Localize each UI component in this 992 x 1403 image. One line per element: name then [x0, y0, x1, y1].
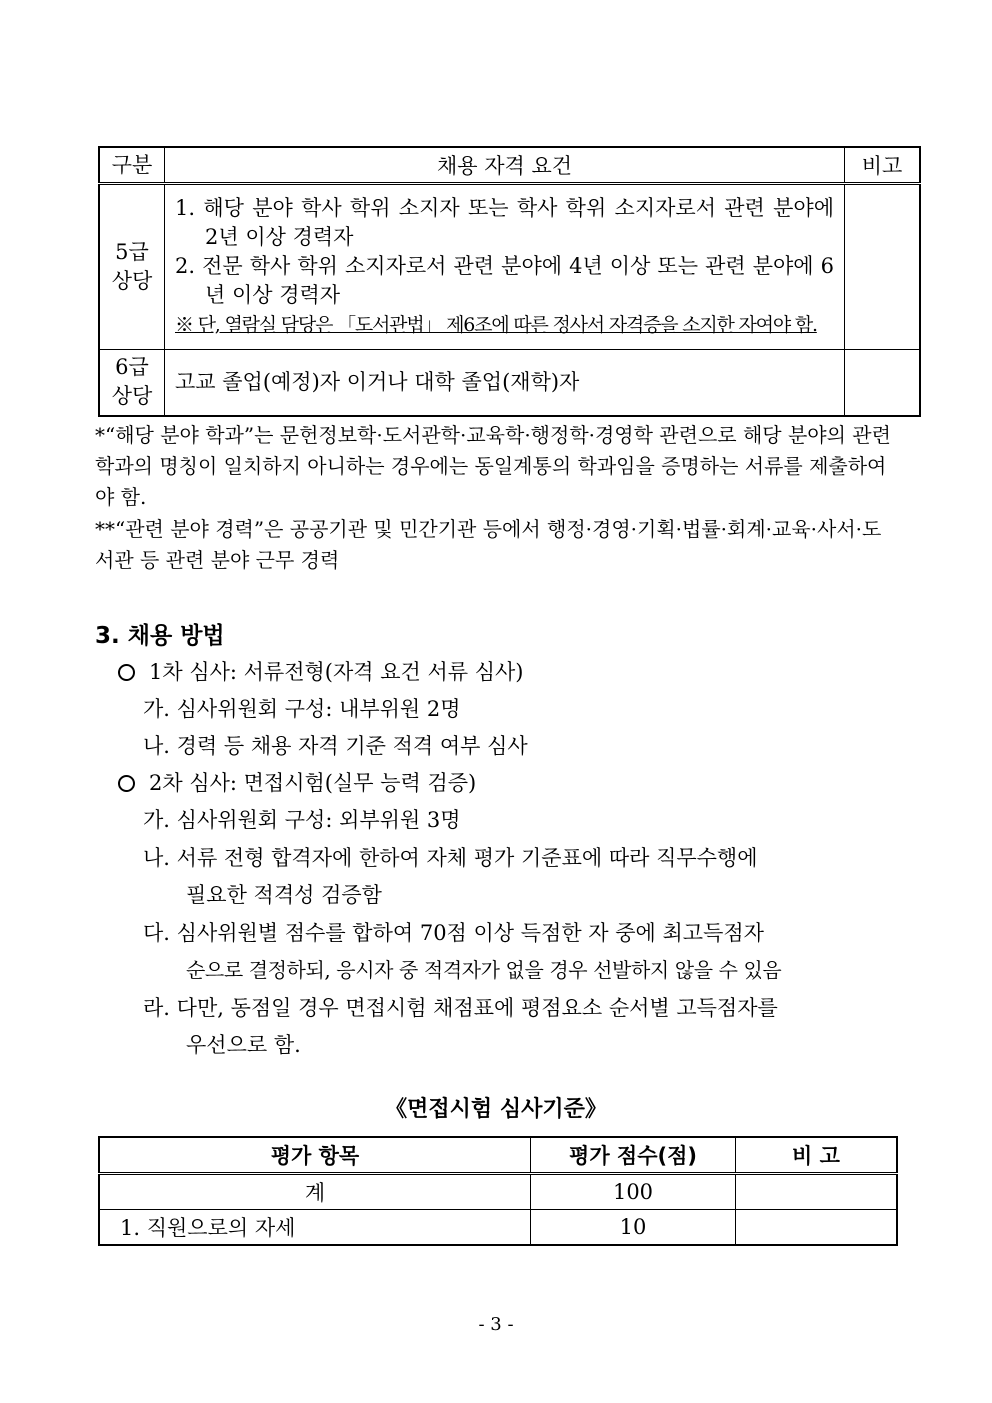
- header-requirements: 채용 자격 요건: [165, 147, 845, 184]
- page-number: - 3 -: [478, 1314, 514, 1335]
- requirement-item: 1. 해당 분야 학사 학위 소지자 또는 학사 학위 소지자로서 관련 분야에 2년 이상 경력자: [175, 196, 834, 249]
- footnote-1: *“해당 분야 학과”는 문헌정보학·도서관학·교육학·행정학·경영학 관련으로 해당 분야의 관련 학과의 명칭이 일치하지 아니하는 경우에는 동일계통의 학과임을 증명하는 서류를 제출하여야 함.: [95, 423, 891, 509]
- criteria-remark: [736, 1174, 898, 1210]
- stage2-item: 라. 다만, 동점일 경우 면접시험 채점표에 평점요소 순서별 고득점자를: [143, 996, 778, 1020]
- stage2-item: 가. 심사위원회 구성: 외부위원 3명: [143, 808, 461, 832]
- criteria-item: 계: [99, 1174, 531, 1210]
- grade-5: 5급 상당: [99, 184, 165, 350]
- stage1-item: 나. 경력 등 채용 자격 기준 적격 여부 심사: [143, 734, 528, 758]
- grade-6: 6급 상당: [99, 350, 165, 416]
- stage1-item: 가. 심사위원회 구성: 내부위원 2명: [143, 697, 461, 721]
- grade-6-requirements: 고교 졸업(예정)자 이거나 대학 졸업(재학)자: [165, 350, 845, 416]
- circle-bullet-icon: [118, 775, 135, 792]
- stage2-item-cont: 우선으로 함.: [186, 1033, 301, 1057]
- criteria-header-item: 평가 항목: [99, 1137, 531, 1174]
- criteria-table: [98, 1136, 898, 1246]
- header-remarks: 비고: [845, 147, 921, 184]
- table-row: [99, 1174, 897, 1210]
- requirement-note: ※ 단, 열람실 담당은 「도서관법」 제6조에 따른 정사서 자격증을 소지한 자여야 함.: [175, 314, 817, 336]
- stage1-heading: 1차 심사: 서류전형(자격 요건 서류 심사): [118, 654, 524, 691]
- criteria-header-score: 평가 점수(점): [531, 1137, 736, 1174]
- stage2-item: 나. 서류 전형 합격자에 한하여 자체 평가 기준표에 따라 직무수행에: [143, 846, 758, 870]
- table-row: [99, 1210, 897, 1246]
- criteria-title: 《면접시험 심사기준》: [385, 1097, 607, 1122]
- qualification-table: [98, 146, 921, 417]
- stage2-heading: 2차 심사: 면접시험(실무 능력 검증): [118, 765, 476, 802]
- section-title: 3. 채용 방법: [95, 623, 225, 649]
- grade-6-remark: [845, 350, 921, 416]
- stage2-item: 다. 심사위원별 점수를 합하여 70점 이상 득점한 자 중에 최고득점자: [143, 921, 764, 945]
- criteria-header-remark: 비 고: [736, 1137, 898, 1174]
- grade-5-remark: [845, 184, 921, 350]
- circle-bullet-icon: [118, 664, 135, 681]
- criteria-score: 10: [531, 1210, 736, 1246]
- requirement-item: 2. 전문 학사 학위 소지자로서 관련 분야에 4년 이상 또는 관련 분야에 6년 이상 경력자: [175, 254, 834, 307]
- footnote-2: **“관련 분야 경력”은 공공기관 및 민간기관 등에서 행정·경영·기획·법률·회계·교육·사서·도서관 등 관련 분야 근무 경력: [95, 517, 882, 572]
- grade-5-requirements: [165, 184, 845, 350]
- stage2-item-cont: 순으로 결정하되, 응시자 중 적격자가 없을 경우 선발하지 않을 수 있음: [186, 958, 782, 982]
- header-category: 구분: [99, 147, 165, 184]
- criteria-score: 100: [531, 1174, 736, 1210]
- criteria-item: 1. 직원으로의 자세: [99, 1210, 531, 1246]
- stage2-item-cont: 필요한 적격성 검증함: [186, 883, 382, 907]
- criteria-remark: [736, 1210, 898, 1246]
